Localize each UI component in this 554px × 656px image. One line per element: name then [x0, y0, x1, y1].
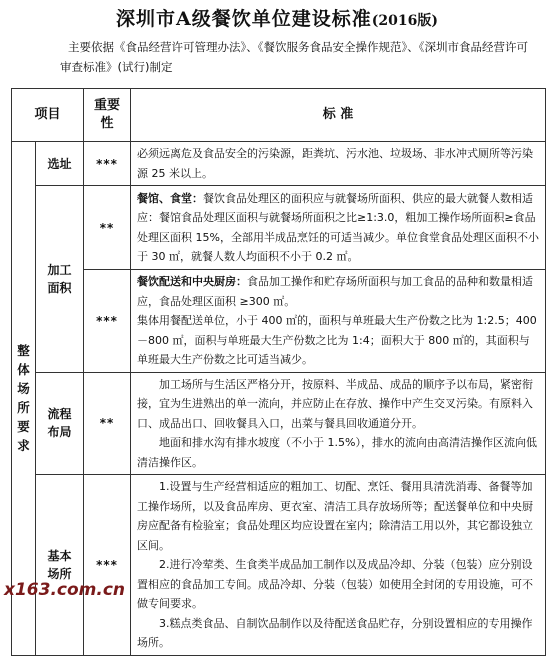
- item-flow: [36, 372, 84, 475]
- standards-table: [11, 88, 546, 656]
- table-row: [12, 372, 546, 475]
- item-flow-line: 布局: [47, 425, 72, 440]
- importance-flow: **: [84, 372, 131, 475]
- item-area-line: 面积: [47, 280, 72, 295]
- category-char: 求: [17, 438, 30, 454]
- item-basic: [36, 475, 84, 656]
- category-char: 体: [17, 362, 30, 378]
- category-char: 要: [17, 419, 30, 435]
- item-area-line: 加工: [47, 262, 72, 277]
- standard-basic-p2: 2.进行冷荤类、生食类半成品加工制作以及成品冷却、分装（包装）应分别设置相应的食品加工专间。成品冷却、分装（包装）如使用全封闭的专用设施，可不做专间要求。: [137, 558, 534, 610]
- standard-site: 必须远离危及食品安全的污染源，距粪坑、污水池、垃圾场、非水冲式厕所等污染源 25 米以上。: [131, 142, 546, 186]
- category-char: 场: [17, 381, 30, 397]
- standard-area2-lead: 餐饮配送和中央厨房：: [137, 275, 248, 288]
- watermark-logo: x163.com.cn: [4, 580, 126, 600]
- standard-basic: [131, 475, 546, 656]
- item-basic-line: 场所: [47, 566, 72, 581]
- header-item: 项目: [12, 89, 84, 142]
- standard-basic-p1: 1.设置与生产经营相适应的粗加工、切配、烹饪、餐用具清洗消毒、备餐等加工操作场所，以及食品库房、更衣室、清洁工具存放场所等；配送餐单位和中央厨房应配备有检验室；食品处理区均应设置在室内；除清洁工用以外，其它都设独立区间。: [137, 480, 534, 552]
- table-row: [12, 186, 546, 270]
- standard-flow-p1: 加工场所与生活区严格分开，按原料、半成品、成品的顺序予以布局，紧密衔接，宜为生进熟出的单一流向，并应防止在存放、操作中产生交叉污染。有原料入口、成品出口、回收餐具入口，出菜与餐具回收通道分开。: [137, 377, 534, 430]
- title-text: 深圳市A级餐饮单位建设标准: [116, 8, 372, 30]
- standard-basic-p3: 3.糕点类食品、自制饮品制作以及待配送食品贮存，分别设置相应的专用操作场所。: [137, 616, 533, 649]
- table-header-row: [12, 89, 546, 142]
- importance-site: ***: [84, 142, 131, 186]
- importance-basic: ***: [84, 475, 131, 656]
- category-char: 所: [17, 400, 30, 416]
- item-area: [36, 186, 84, 373]
- standard-area1: [131, 186, 546, 270]
- document-title: [0, 4, 554, 31]
- category-cell: [12, 142, 36, 656]
- header-standard: 标 准: [131, 89, 546, 142]
- standard-flow-p2: 地面和排水沟有排水坡度（不小于 1.5%），排水的流向由高清洁操作区流向低清洁操作区。: [137, 436, 537, 469]
- header-importance: 重要性: [84, 89, 131, 142]
- table-row: [12, 270, 546, 373]
- standard-area2-text1: 食品加工操作和贮存场所面积与加工食品的品种和数量相适应，食品处理区面积 ≥300 ㎡。: [137, 275, 534, 308]
- standard-area1-lead: 餐馆、食堂：: [137, 191, 204, 205]
- basis-statement: 主要依据《食品经营许可管理办法》、《餐饮服务食品安全操作规范》、《深圳市食品经营许可审查标准》(试行)制定: [60, 40, 528, 74]
- title-year: (2016版): [371, 13, 438, 29]
- standard-area1-text: 餐饮食品处理区的面积应与就餐场所面积、供应的最大就餐人数相适应：餐馆食品处理区面积与就餐场所面积之比≥1:3.0，粗加工操作场所面积≥食品处理区面积 15%，全部用半成品烹饪的可适当减少。单位食堂食品处理区面积不小于 30 ㎡，就餐人数人均面积不小于 0.2 ㎡。: [137, 191, 539, 263]
- table-row: [12, 142, 546, 186]
- importance-area2: ***: [84, 270, 131, 373]
- category-char: 整: [17, 343, 30, 359]
- item-basic-line: 基本: [47, 548, 72, 563]
- standard-area2-text2: 集体用餐配送单位，小于 400 ㎡的，面积与单班最大生产份数之比为 1:2.5；400－800 ㎡，面积与单班最大生产份数之比为 1:4；面积大于 800 ㎡的，其面积与单班最大生产份数之比可适当减少。: [137, 314, 537, 366]
- importance-area1: **: [84, 186, 131, 270]
- standard-flow: [131, 372, 546, 475]
- item-flow-line: 流程: [47, 407, 72, 422]
- table-row: [12, 475, 546, 656]
- standard-area2: [131, 270, 546, 373]
- item-site: 选址: [36, 142, 84, 186]
